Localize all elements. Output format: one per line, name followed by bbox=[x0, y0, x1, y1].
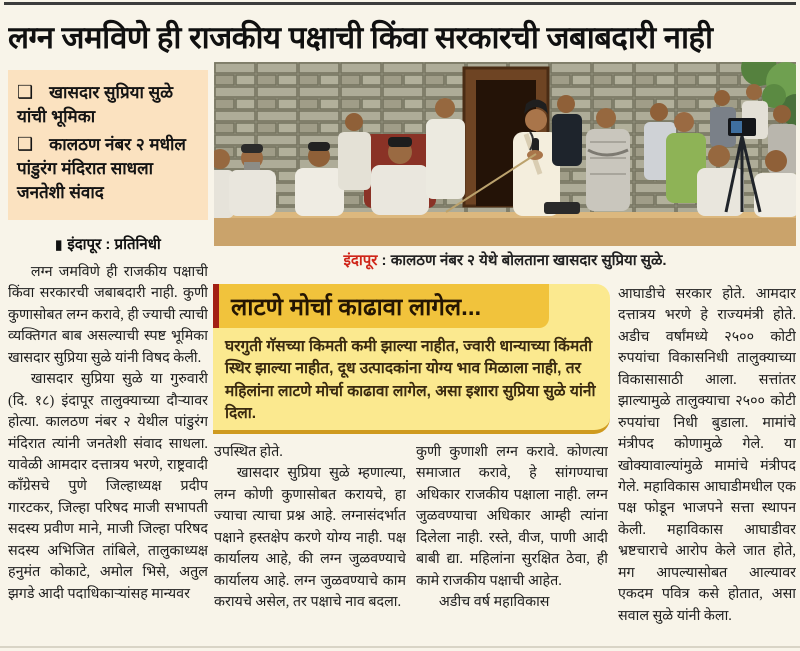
column-3 bbox=[416, 442, 608, 644]
article-headline: लग्न जमविणे ही राजकीय पक्षाची किंवा सरकारची जबाबदारी नाही bbox=[8, 20, 713, 55]
summary-bullet-1 bbox=[17, 80, 199, 128]
paragraph: उपस्थित होते. bbox=[214, 444, 283, 460]
paragraph: लग्न जमविणे ही राजकीय पक्षाची किंवा सरकारची जबाबदारी नाही. कुणी कुणासोबत लग्न करावे, ही ज्याची त्याची व्यक्तिगत बाब असल्याची स्पष्ट भूमिका खासदार सुप्रिया सुळे यांनी विषद केली. bbox=[8, 264, 208, 366]
highlight-box bbox=[213, 284, 610, 434]
highlight-box-title: लाटणे मोर्चा काढावा लागेल... bbox=[213, 284, 549, 328]
square-bullet-icon: ❑ bbox=[17, 134, 34, 155]
column-2 bbox=[214, 442, 406, 644]
dateline-marker-icon: ▮ bbox=[55, 237, 63, 253]
square-bullet-icon: ❑ bbox=[17, 82, 34, 102]
summary-bullet-2-text: कालठण नंबर २ मधील पांडुरंग मंदिरात साधला जनतेशी संवाद bbox=[17, 135, 186, 202]
paragraph: खासदार सुप्रिया सुळे म्हणाल्या, लग्न कोणी कुणासोबत करायचे, हा ज्याचा त्याचा प्रश्न आहे. लग्नासंदर्भात पक्षाने हस्तक्षेप करणे योग्य नाही. पक्ष कार्यालय आहे, की लग्न जुळवण्याचे कार्यालय आहे. लग्न जुळवण्याचे काम करायचे असेल, तर पक्षाचे नाव बदला. bbox=[214, 465, 406, 611]
caption-location: इंदापूर bbox=[343, 252, 378, 269]
paragraph: अडीच वर्ष महाविकास bbox=[438, 594, 550, 611]
dateline bbox=[8, 234, 208, 254]
photo-caption bbox=[214, 250, 796, 270]
top-divider bbox=[4, 2, 796, 5]
column-1-text bbox=[8, 262, 208, 605]
highlight-box-body: घरगुती गॅसच्या किमती कमी झाल्या नाहीत, ज्वारी धान्याच्या किंमती स्थिर झाल्या नाहीत, दूध उत्पादकांना योग्य भाव मिळाला नाही, तर महिलांना लाटणे मोर्चा काढावा लागेल, असा इशारा सुप्रिया सुळे यांनी दिला. bbox=[225, 338, 596, 423]
paragraph: खासदार सुप्रिया सुळे या गुरुवारी (दि. १८) इंदापूर तालुक्याच्या दौऱ्यावर होत्या. कालठण नंबर २ येथील पांडुरंग मंदिरात त्यांनी जनतेशी संवाद साधला. यावेळी आमदार दत्तात्रय भरणे, राष्ट्रवादी काँग्रेसचे पुणे जिल्हाध्यक्ष प्रदीप गारटकर, जिल्हा परिषद माजी सभापती सदस्य प्रवीण माने, माजी जिल्हा परिषद सदस्य अभिजित तांबिले, तालुकाध्यक्ष हनुमंत कोकाटे, अमोल भिसे, अतुल झगडे आदी पदाधिकाऱ्यांसह मान्यवर bbox=[8, 371, 208, 602]
paragraph: आघाडीचे सरकार होते. आमदार दत्तात्रय भरणे हे राज्यमंत्री होते. अडीच वर्षांमध्ये २५०० कोटी रुपयांचा विकासनिधी तालुक्याच्या विकासासाठी आला. सत्तांतर झाल्यामुळे तालुक्याचा २५०० कोटी रुपयांचा निधी बुडाला. मामांचे मंत्रीपद कोणामुळे गेले. या खोक्यावाल्यांमुळे मामांचे मंत्रीपद गेले. महाविकास आघाडीमधील एक पक्ष फोडून भाजपने सत्ता स्थापन केली. महाविकास आघाडीवर भ्रष्टचाराचे आरोप केले जात होते, मग आपल्यासोबत आल्यावर एकदम पवित्र कसे होतात, असा सवाल सुळे यांनी केला. bbox=[618, 286, 796, 624]
bottom-divider bbox=[0, 646, 800, 648]
dateline-text: इंदापूर : प्रतिनिधी bbox=[67, 236, 161, 254]
column-1 bbox=[8, 70, 208, 646]
summary-bullet-2 bbox=[17, 132, 199, 204]
caption-text: : कालठण नंबर २ येथे बोलताना खासदार सुप्रिया सुळे. bbox=[377, 252, 667, 269]
summary-bullet-1-text: खासदार सुप्रिया सुळे यांची भूमिका bbox=[17, 83, 174, 126]
paragraph: कुणी कुणाशी लग्न करावे. कोणत्या समाजात करावे, हे सांगण्याचा अधिकार राजकीय पक्षाला नाही. लग्न जुळवण्याचा अधिकार आम्ही त्यांना दिलेला नाही. रस्ते, वीज, पाणी आदी बाबी द्या. महिलांना सुरक्षित ठेवा, ही कामे राजकीय पक्षाची आहेत. bbox=[416, 444, 608, 589]
summary-box bbox=[8, 70, 208, 220]
news-photo bbox=[214, 62, 796, 246]
column-4 bbox=[618, 284, 796, 646]
